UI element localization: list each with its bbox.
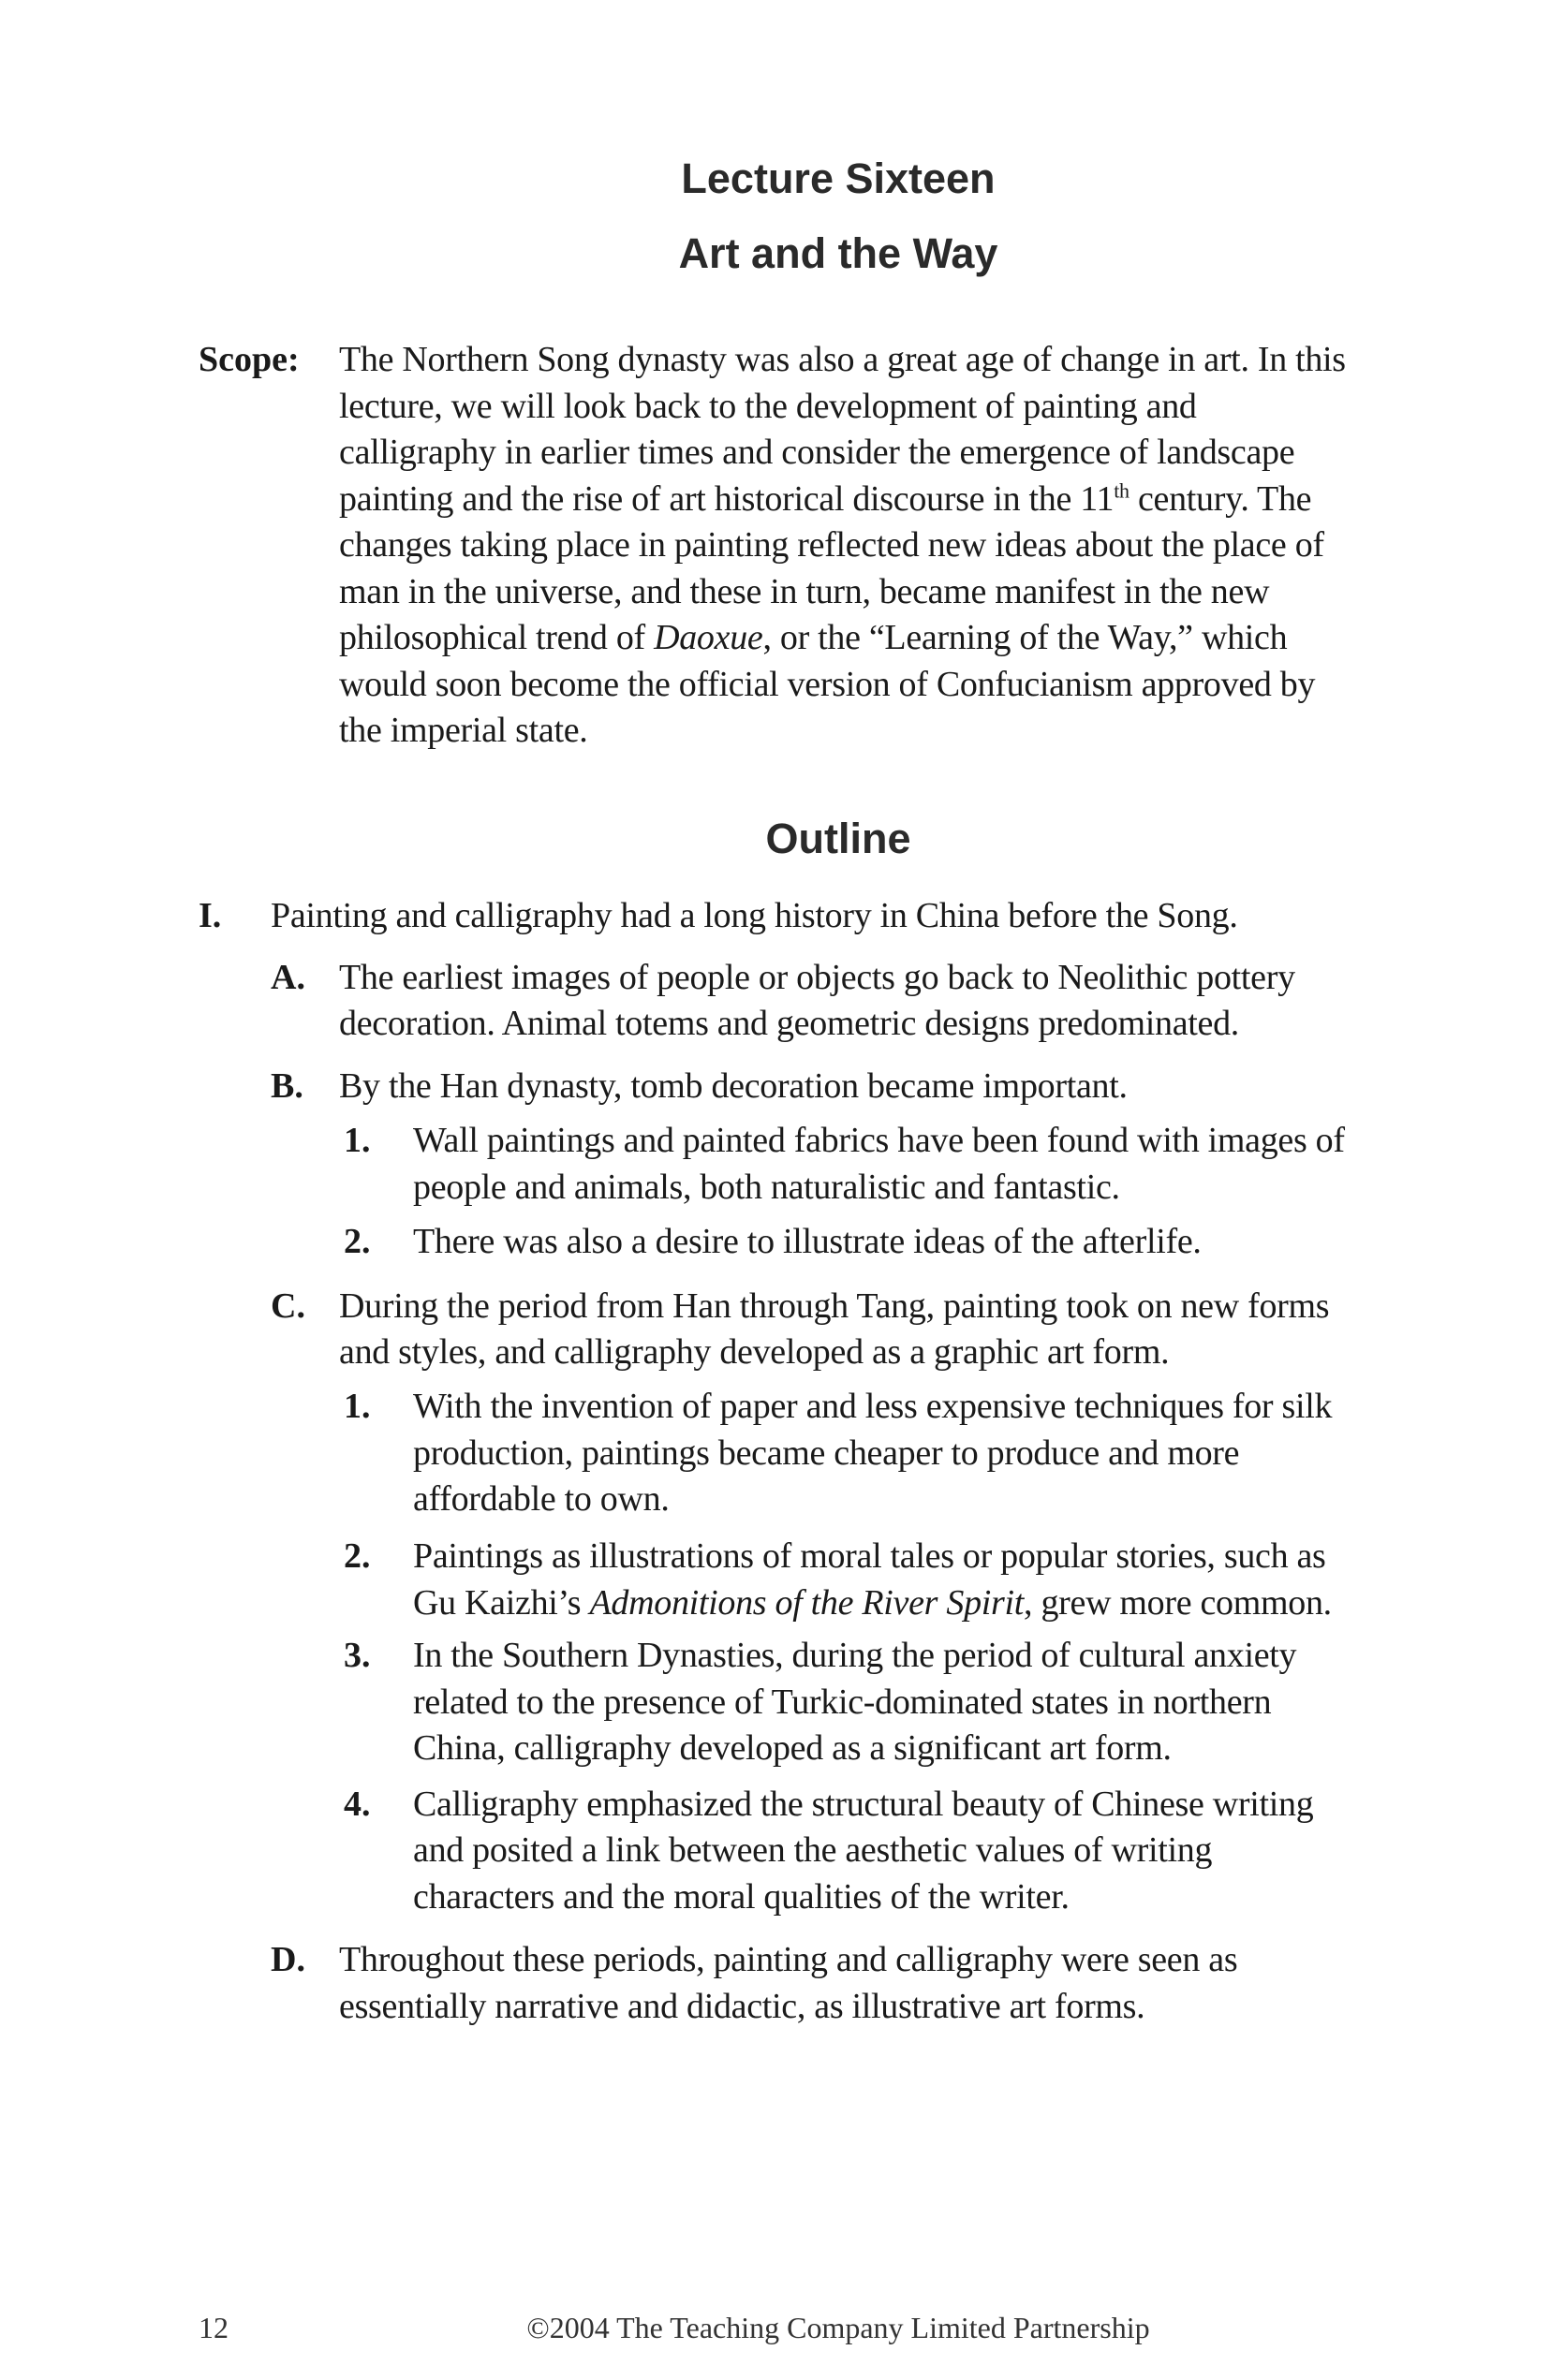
- text-segment: century. The: [1129, 478, 1312, 519]
- outline-marker: B.: [271, 1065, 303, 1106]
- text-line: production, paintings became cheaper to produce and more: [413, 1432, 1240, 1473]
- text-line: The Northern Song dynasty was also a great age of change in art. In this: [339, 340, 1346, 379]
- text-segment: Gu Kaizhi’s: [413, 1582, 590, 1623]
- outline-marker: 2.: [344, 1222, 371, 1262]
- outline-item-text: [339, 1937, 1237, 2030]
- text-line: affordable to own.: [413, 1479, 670, 1520]
- text-line: Wall paintings and painted fabrics have been found with images of: [413, 1121, 1345, 1161]
- outline-marker: 1.: [344, 1121, 371, 1161]
- text-line: [413, 1580, 1332, 1627]
- outline-item-text: [413, 1219, 1202, 1266]
- outline-item-text: [413, 1782, 1313, 1921]
- text-line: people and animals, both naturalistic and fantastic.: [413, 1167, 1120, 1207]
- outline-item-text: [413, 1384, 1332, 1523]
- text-line: During the period from Han through Tang, painting took on new forms: [339, 1285, 1330, 1326]
- outline-item-text: [413, 1633, 1296, 1772]
- text-line: China, calligraphy developed as a significant art form.: [413, 1728, 1172, 1769]
- text-line: related to the presence of Turkic-dominated states in northern: [413, 1682, 1272, 1722]
- text-line: The earliest images of people or objects go back to Neolithic pottery: [339, 957, 1295, 997]
- text-line: Calligraphy emphasized the structural beauty of Chinese writing: [413, 1784, 1314, 1824]
- lecture-title: Art and the Way: [678, 229, 998, 277]
- superscript: th: [1114, 477, 1129, 502]
- text-line: [339, 477, 1346, 523]
- text-line: characters and the moral qualities of the writer.: [413, 1876, 1070, 1917]
- outline-marker: 3.: [344, 1636, 371, 1676]
- text-line: would soon become the official version of Confucianism approved by: [339, 664, 1316, 704]
- text-line: and styles, and calligraphy developed as a graphic art form.: [339, 1332, 1170, 1373]
- outline-item-text: [413, 1118, 1345, 1211]
- text-line: and posited a link between the aesthetic values of writing: [413, 1830, 1213, 1871]
- outline-heading: Outline: [765, 815, 911, 862]
- text-line: the imperial state.: [339, 711, 588, 750]
- italic-text: Admonitions of the River Spirit: [589, 1582, 1025, 1623]
- text-line: lecture, we will look back to the development of painting and: [339, 386, 1197, 426]
- outline-marker: C.: [271, 1285, 305, 1326]
- text-line: In the Southern Dynasties, during the period of cultural anxiety: [413, 1636, 1297, 1676]
- italic-text: Daoxue: [654, 618, 763, 657]
- outline-marker: D.: [271, 1940, 305, 1980]
- text-segment: painting and the rise of art historical discourse in the 11: [339, 478, 1115, 519]
- text-line: With the invention of paper and less expensive techniques for silk: [413, 1387, 1333, 1427]
- text-line: Paintings as illustrations of moral tales or popular stories, such as: [413, 1536, 1326, 1577]
- outline-marker: 4.: [344, 1784, 371, 1824]
- text-line: Throughout these periods, painting and calligraphy were seen as: [339, 1940, 1238, 1980]
- outline-item-text: [271, 893, 1238, 940]
- outline-marker: 1.: [344, 1387, 371, 1427]
- text-line: man in the universe, and these in turn, became manifest in the new: [339, 571, 1270, 611]
- outline-marker: I.: [199, 896, 222, 936]
- copyright: ©2004 The Teaching Company Limited Partnership: [526, 2311, 1150, 2344]
- outline-item-text: [339, 955, 1295, 1048]
- scope-label: Scope:: [199, 340, 300, 379]
- page-number: 12: [199, 2311, 229, 2344]
- lecture-number: Lecture Sixteen: [681, 154, 996, 202]
- outline-item-text: [339, 1284, 1329, 1376]
- text-line: There was also a desire to illustrate ideas of the afterlife.: [413, 1222, 1202, 1262]
- text-line: changes taking place in painting reflected new ideas about the place of: [339, 525, 1324, 565]
- outline-item-text: [413, 1534, 1332, 1626]
- text-line: essentially narrative and didactic, as illustrative art forms.: [339, 1986, 1145, 2026]
- text-line: decoration. Animal totems and geometric designs predominated.: [339, 1004, 1239, 1044]
- scope-text: [339, 337, 1346, 755]
- text-segment: , or the “Learning of the Way,” which: [762, 618, 1288, 657]
- text-line: [339, 615, 1346, 662]
- text-segment: philosophical trend of: [339, 618, 655, 657]
- text-line: Painting and calligraphy had a long history in China before the Song.: [271, 896, 1238, 936]
- text-segment: , grew more common.: [1024, 1582, 1332, 1623]
- outline-marker: A.: [271, 957, 305, 997]
- text-line: calligraphy in earlier times and consider the emergence of landscape: [339, 433, 1295, 472]
- text-line: By the Han dynasty, tomb decoration became important.: [339, 1065, 1128, 1106]
- outline-marker: 2.: [344, 1536, 371, 1577]
- outline-item-text: [339, 1064, 1128, 1110]
